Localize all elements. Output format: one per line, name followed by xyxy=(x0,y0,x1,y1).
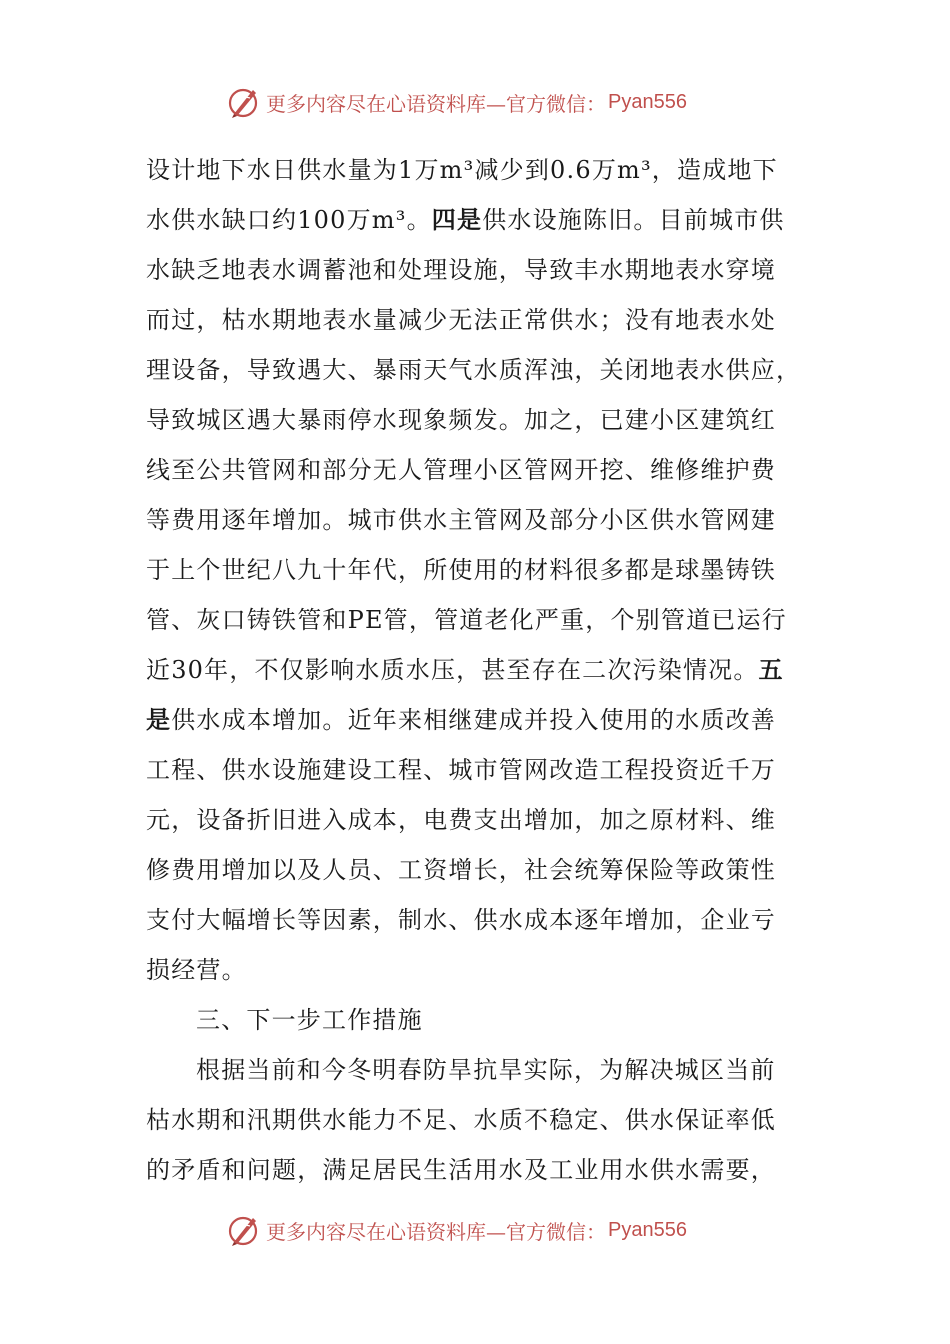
text-line xyxy=(146,295,796,345)
banner-wechat-id: Pyan556 xyxy=(608,90,687,113)
text-run: 水供水缺口约100万m³。 xyxy=(146,206,432,234)
text-run: 根据当前和今冬明春防旱抗旱实际，为解决城区当前 xyxy=(196,1056,776,1084)
pen-logo-icon xyxy=(226,84,262,120)
bold-marker: 是 xyxy=(146,705,172,734)
text-line xyxy=(146,745,796,795)
text-line xyxy=(146,1145,796,1195)
text-line xyxy=(146,1045,796,1095)
text-run: 支付大幅增长等因素，制水、供水成本逐年增加，企业亏 xyxy=(146,906,776,934)
text-run: 供水成本增加。近年来相继建成并投入使用的水质改善 xyxy=(171,706,777,734)
text-line xyxy=(146,895,796,945)
text-run: 近30年，不仅影响水质水压，甚至存在二次污染情况。 xyxy=(146,656,759,684)
text-run: 损经营。 xyxy=(146,956,247,984)
text-line xyxy=(146,945,796,995)
text-line xyxy=(146,445,796,495)
text-run: 工程、供水设施建设工程、城市管网改造工程投资近千万 xyxy=(146,756,776,784)
text-line xyxy=(146,595,796,645)
text-line xyxy=(146,395,796,445)
bold-marker: 四是 xyxy=(431,205,483,234)
text-line xyxy=(146,345,802,395)
text-run: 线至公共管网和部分无人管理小区管网开挖、维修维护费 xyxy=(146,456,776,484)
text-run: 供水设施陈旧。目前城市供 xyxy=(482,206,785,234)
watermark-banner-bottom xyxy=(226,1210,687,1250)
text-run: 三、下一步工作措施 xyxy=(196,1006,423,1034)
body-text xyxy=(146,145,802,1195)
text-line xyxy=(146,795,796,845)
text-line xyxy=(146,145,796,195)
banner-wechat-id: Pyan556 xyxy=(608,1218,687,1241)
section-heading xyxy=(146,995,796,1045)
text-line xyxy=(146,645,796,695)
text-run: 于上个世纪八九十年代，所使用的材料很多都是球墨铸铁 xyxy=(146,556,776,584)
text-run: 水缺乏地表水调蓄池和处理设施，导致丰水期地表水穿境 xyxy=(146,256,776,284)
text-run: 枯水期和汛期供水能力不足、水质不稳定、供水保证率低 xyxy=(146,1106,776,1134)
text-run: 导致城区遇大暴雨停水现象频发。加之，已建小区建筑红 xyxy=(146,406,776,434)
text-run: 理设备，导致遇大、暴雨天气水质浑浊，关闭地表水供应， xyxy=(146,356,802,384)
text-run: 元，设备折旧进入成本，电费支出增加，加之原材料、维 xyxy=(146,806,776,834)
pen-logo-icon xyxy=(226,1212,262,1248)
text-run: 而过，枯水期地表水量减少无法正常供水；没有地表水处 xyxy=(146,306,776,334)
text-line xyxy=(146,845,796,895)
text-run: 管、灰口铸铁管和PE管，管道老化严重，个别管道已运行 xyxy=(146,606,787,634)
bold-marker: 五 xyxy=(758,655,784,684)
banner-text: 更多内容尽在心语资料库—官方微信： xyxy=(266,91,606,116)
banner-text: 更多内容尽在心语资料库—官方微信： xyxy=(266,1219,606,1244)
text-line xyxy=(146,195,796,245)
text-line xyxy=(146,1095,796,1145)
watermark-banner-top xyxy=(226,82,687,122)
text-run: 修费用增加以及人员、工资增长，社会统筹保险等政策性 xyxy=(146,856,776,884)
text-line xyxy=(146,695,796,745)
text-line xyxy=(146,495,796,545)
text-run: 的矛盾和问题，满足居民生活用水及工业用水供水需要， xyxy=(146,1156,776,1184)
text-run: 设计地下水日供水量为1万m³减少到0.6万m³，造成地下 xyxy=(146,156,778,184)
text-line xyxy=(146,245,796,295)
text-run: 等费用逐年增加。城市供水主管网及部分小区供水管网建 xyxy=(146,506,776,534)
text-line xyxy=(146,545,796,595)
